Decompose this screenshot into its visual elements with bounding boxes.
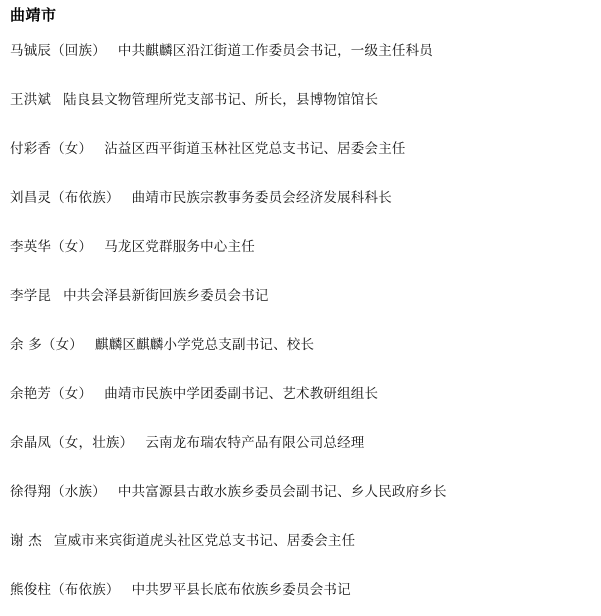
entry-description: 宣威市来宾街道虎头社区党总支书记、居委会主任	[53, 532, 356, 549]
entry-description: 中共麒麟区沿江街道工作委员会书记，一级主任科员	[117, 42, 434, 59]
list-item	[10, 467, 591, 516]
entry-description: 中共罗平县长底布依族乡委员会书记	[131, 581, 351, 598]
list-item	[10, 124, 591, 173]
list-item	[10, 565, 591, 614]
entry-description: 云南龙布瑞农特产品有限公司总经理	[145, 434, 365, 451]
entry-description: 马龙区党群服务中心主任	[104, 238, 255, 255]
entry-description: 麒麟区麒麟小学党总支副书记、校长	[95, 336, 315, 353]
entry-name: 余艳芳（女）	[10, 385, 93, 402]
entry-name: 刘昌灵（布依族）	[10, 189, 120, 206]
entry-name: 王洪斌	[10, 91, 52, 108]
entry-description: 中共会泽县新街回族乡委员会书记	[63, 287, 269, 304]
entry-name: 余 多（女）	[10, 336, 83, 353]
page-title: 曲靖市	[10, 6, 57, 24]
entry-name: 马铖辰（回族）	[10, 42, 106, 59]
entry-name: 李英华（女）	[10, 238, 93, 255]
entry-description: 曲靖市民族中学团委副书记、艺术教研组组长	[104, 385, 379, 402]
entry-name: 余晶凤（女，壮族）	[10, 434, 134, 451]
entry-name: 付彩香（女）	[10, 140, 93, 157]
list-item	[10, 26, 591, 75]
list-item	[10, 173, 591, 222]
list-item	[10, 271, 591, 320]
entry-name: 徐得翔（水族）	[10, 483, 106, 500]
entry-list	[10, 26, 591, 614]
list-item	[10, 320, 591, 369]
list-item	[10, 75, 591, 124]
entry-name: 谢 杰	[10, 532, 42, 549]
entry-description: 曲靖市民族宗教事务委员会经济发展科科长	[131, 189, 392, 206]
list-item	[10, 369, 591, 418]
list-item	[10, 516, 591, 565]
entry-description: 沾益区西平街道玉林社区党总支书记、居委会主任	[104, 140, 406, 157]
entry-description: 中共富源县古敢水族乡委员会副书记、乡人民政府乡长	[117, 483, 447, 500]
entry-name: 熊俊柱（布依族）	[10, 581, 120, 598]
list-item	[10, 222, 591, 271]
entry-description: 陆良县文物管理所党支部书记、所长，县博物馆馆长	[63, 91, 379, 108]
list-item	[10, 418, 591, 467]
entry-name: 李学昆	[10, 287, 52, 304]
